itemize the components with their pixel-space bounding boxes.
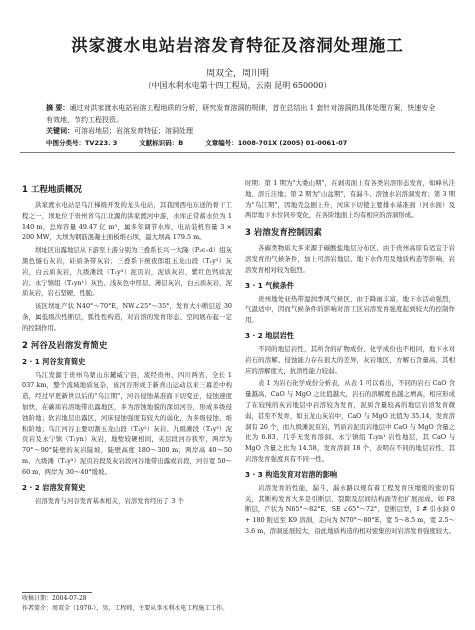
section-3-3-para: 岩溶发育的性能，漏斗、漏水路以规有着工程发育压缩密的密切有关，其断构发育大多是引断层、裂隙及层间结构面等控扩展而成。如 F8 断层，产状为 N65°～82°E，SE ∠65°～72°，是断层型，1 # 引水洞 0 + 180 附近至 K9 溶洞，走向为 N70°～80°E，宽 5～8.5 m，宽 2.5～3.6 m，溶洞延展较大，沿此地质构造的相对密集的对岩溶发育强度较大。 [245,483,455,535]
section-3-3-heading: 3 · 3 构造发育对岩溶的影响 [245,469,338,479]
section-3-2-heading: 3 · 2 地层岩性 [245,330,294,340]
abstract-text: 通过对洪家渡水电站岩溶工程地质的分析，研究发育溶洞的规律，首在总结出 1 套针对溶洞的具体处理方案，快速安全有效地，节约工程投资。 [46,104,436,124]
right-continued-para: 时期：第 1 期为"大娄山期"，在剥夷面上有各类岩溶形态发育，如峰丛洼地、溶丘洼地；第 2 期为"山盆期"，有漏斗、溶蚀水岩溶洞发育；第 3 期为"乌江期"，因地壳急剧上升，河床下切使主要排水基准面（河水面）及两岸地下水位同步变化，在各阶地面上均有相应的溶洞形成。 [245,179,455,220]
section-2-1-heading: 2 · 1 河谷发育简史 [22,356,86,366]
right-column [245,178,455,539]
authors: 周双全，周川明 [205,69,269,79]
received-date: 收稿日期：2004-07-28 [22,595,87,602]
document-code: 文献标识码：B [139,139,184,147]
section-3-1-heading: 3 · 1 气候条件 [245,280,294,290]
section-2-1-para: 乌江发源于贵州乌蒙山东麓威宁县，流经贵州、四川两省，全长 1 037 km，整个流域地质复杂，该河谷形成于新喜山运动以来三幕差中构造，经过早更新世以后的"乌江期"，河谷侵蚀基准面下切变迁，侵蚀速度加快，在碳质岩溶地带出露地区，多为溶蚀地貌的深切河谷，形成多级侵蚀阶地；软岩地层出露区，河床侵蚀强度有较大的弱化，为多级侵蚀、堆积阶地；乌江河谷主要切割玉龙山段（T₁y²）灰岩、九级滩段（T₁y³）泥页岩及永宁镇（T₁yn）灰岩，地堑较硬相间，夹层段河谷狭窄，两岸为 70°～90°陡壁的灰岩陡坡，陡壁高度 180～300 m；两岸高 40～50 m，九级滩（T₁y³）泥页岩段及灰岩段河谷地带出露或岩段，河谷宽 50～60 m，两岸为 30～40°缓坡。 [22,370,232,476]
footnote-divider [22,592,92,593]
article-id: 文章编号：1008-701X (2005) 01-0061-07 [205,139,348,147]
author-bio: 作者简介：周双全（1970-），男，工程师，主要从事水利水电工程施工工作。 [22,605,229,612]
section-3-1-para: 贵州地处亚热带湿润季风气候区，由于降雨丰富，地下水活动强烈，气温适中，因而气候条件的影响对溶工区岩溶发育强度起到较大的控制作用。 [245,294,455,325]
classification-row [46,138,438,147]
section-1-para-2: 坝址区出露地层从下游至上游分别为三叠系长兴一大隆（P₂c₊d）组灰黑色燧石灰岩，硅质条带灰岩；三叠系下统夜郎组玉龙山段（T₁y²）灰岩，白云质灰岩，九级滩段（T₁y³）泥页岩，泥质灰岩，紫红色钙质泥岩；永宁镇组（T₁yn¹）灰色、浅灰色中厚层、薄层灰岩，白云质灰岩，泥质灰岩，岩石坚硬，性脆。 [22,246,232,298]
left-column [22,178,232,508]
keywords-text: 可溶岩地层；岩溶发育特征；溶洞处理 [74,127,193,135]
section-1-heading: 1 工程地质概况 [22,185,82,195]
keywords [46,126,438,136]
section-3-2-para-2: 表 1 为岩石化学成份分析表，从表 1 可以看出，不同的岩石 CaO 含量越高，CaO 与 MgO 之比值越大，岩石的溶解度也越之增高，相应形成了在较纯的灰岩地层中岩溶较为发育，泥质含量较高的地层岩溶发育微弱，甚至不发育，如玉龙山灰岩中，CaO 与 MgO 比值为 35.14，发育溶洞有 26 个，而九级滩泥页岩，钙质岩泥页岩地层中 CaO 与 MgO 含量之比为 6.83，几乎无发育溶洞。永宁镇组 T₁yn¹ 岩性地层，其 CaO 与 MgO 含量之比为 14.58，发育溶洞 18 个，表明在不同的地层岩性，其岩溶发育强度具有不同一性。 [245,379,455,463]
section-1-para-3: 该区坝址产状 N40°～70°E，NW∠25°～35°，发育大小断层近 30 条，属低级次性断层，弧性性构造，对岩溶的发育形态、空间展布起一定的控制作用。 [22,302,232,332]
section-1-para-1: 洪家渡水电站是乌江梯级开发的龙头电站，其我国西电东送的骨干工程之一，坝址位于贵州省乌江北源的洪家渡河中游，水库正常蓄水位为 1 140 m，总库容量 49.47 亿 m³，属多年调节水库，电站装机容量 3 × 200 MW，大坝为钢筋混凝土面板堆石坝，最大坝高 179.5 m。 [22,201,232,242]
footnote [22,594,232,614]
section-2-heading: 2 河谷及岩溶发育简史 [22,340,108,351]
abstract-label: 摘 要： [46,104,70,112]
abstract [46,102,438,126]
section-3-para: 各碳类物质大多来源于碳酸盐地层分布区，由于贵州高原有适宜于岩溶发育的气候条件，加上可溶岩地层、地下水作用及地质构造等影响，岩溶发育相对较为强烈。 [245,244,455,274]
paper-title: 洪家渡水电站岩溶发育特征及溶洞处理施工 [71,36,404,55]
section-3-2-para-1: 不同的地层岩性，其所含的矿物成份、化学成份也不相同，地下水对岩石的溶解、侵蚀能力存在很大的差异，灰岩地区，方解石含量高，其相应的溶解度大，抗溶性能力较弱。 [245,344,455,375]
section-2-2-para: 岩溶发育与河谷发育基本相关，岩溶发育经历了 3 个 [35,496,184,505]
clc-number: 中图分类号：TV223. 3 [46,139,118,147]
section-3-heading: 3 岩溶发育控制因素 [245,228,322,239]
keywords-label: 关键词： [46,127,74,135]
header-divider [20,152,455,153]
affiliation: （中国水利水电第十四工程局，云南 昆明 650000） [143,81,332,90]
section-2-2-heading: 2 · 2 岩溶发育简史 [22,482,86,492]
